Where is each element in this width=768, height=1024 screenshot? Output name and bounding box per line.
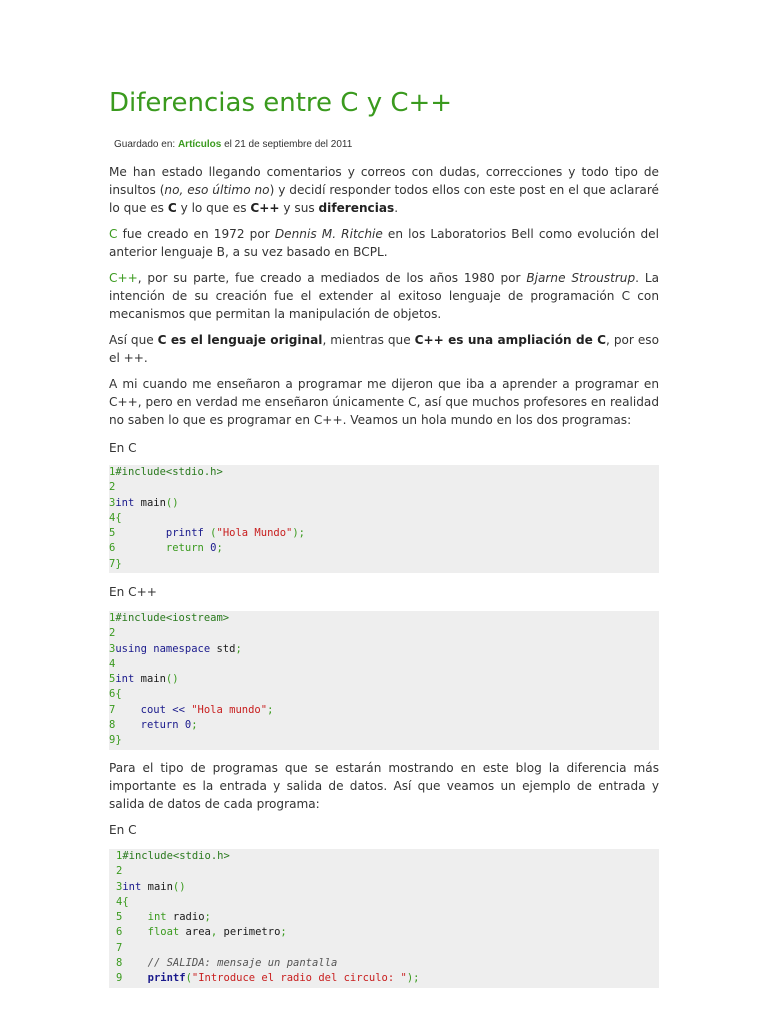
text: ) y decidí responder todos ellos con este post en el que aclararé lo que es bbox=[109, 183, 659, 215]
code-punct: ); bbox=[406, 972, 420, 985]
code-punct: { bbox=[115, 688, 122, 701]
code-identifier: cout bbox=[140, 703, 166, 716]
code-punct: ; bbox=[216, 542, 223, 555]
line-number: 2 bbox=[116, 865, 123, 878]
code-line bbox=[109, 480, 659, 495]
code-punct: { bbox=[122, 895, 129, 908]
code-punct: { bbox=[115, 511, 122, 524]
line-number: 6 bbox=[109, 688, 116, 701]
code-identifier: radio bbox=[166, 911, 205, 924]
code-keyword: int bbox=[122, 880, 142, 893]
code-punct: ; bbox=[267, 703, 274, 716]
code-block-c-io bbox=[109, 849, 659, 988]
code-line bbox=[109, 511, 659, 526]
post-meta bbox=[114, 139, 352, 150]
highlight-c: C bbox=[109, 227, 118, 241]
line-number: 7 bbox=[116, 941, 123, 954]
text-bold: C bbox=[167, 201, 177, 215]
code-keyword: return bbox=[165, 542, 204, 555]
line-number: 7 bbox=[109, 557, 116, 570]
paragraph-anecdote: A mi cuando me enseñaron a programar me dijeron que iba a aprender a programar en C++, pero en verdad me enseñaron únicamente C, así que muchos profesores en realidad no saben lo que es programar en C++. Veamos un hola mundo en los dos programas: bbox=[109, 377, 659, 427]
code-operator: << bbox=[165, 703, 192, 716]
paragraph-io: Para el tipo de programas que se estarán mostrando en este blog la diferencia más importante es la entrada y salida de datos. Así que veamos un ejemplo de entrada y salida de datos de cada programa: bbox=[109, 761, 659, 811]
author-name: Bjarne Stroustrup bbox=[526, 271, 636, 285]
line-number: 4 bbox=[116, 895, 123, 908]
code-line bbox=[109, 626, 659, 641]
code-identifier: main bbox=[134, 673, 166, 686]
line-number: 2 bbox=[109, 627, 116, 640]
code-identifier: main bbox=[134, 496, 166, 509]
line-number: 8 bbox=[116, 957, 123, 970]
highlight-cpp: C++ bbox=[109, 271, 138, 285]
line-number: 3 bbox=[116, 880, 123, 893]
text: . bbox=[394, 201, 399, 215]
text: y sus bbox=[279, 201, 319, 215]
text-bold: C es el lenguaje original bbox=[157, 333, 323, 347]
meta-date: el 21 de septiembre del 2011 bbox=[224, 139, 353, 150]
line-number: 7 bbox=[109, 703, 116, 716]
line-number: 4 bbox=[109, 657, 116, 670]
code-identifier: area bbox=[179, 926, 211, 939]
code-keyword: using bbox=[115, 642, 147, 655]
post-title: Diferencias entre C y C++ bbox=[109, 88, 453, 118]
paragraph-cpp-history bbox=[109, 269, 659, 323]
code-identifier: main bbox=[141, 880, 173, 893]
line-number: 4 bbox=[109, 511, 116, 524]
line-number: 1 bbox=[109, 612, 116, 624]
line-number: 3 bbox=[109, 642, 116, 655]
code-punct: () bbox=[165, 496, 179, 509]
line-number: 8 bbox=[109, 719, 116, 732]
code-punct: ; bbox=[235, 642, 242, 655]
code-line bbox=[109, 541, 659, 556]
text-emphasis: no, eso último no bbox=[164, 183, 270, 197]
code-punct: () bbox=[165, 673, 179, 686]
line-number: 9 bbox=[109, 734, 116, 747]
code-line bbox=[109, 672, 659, 687]
code-block-c-hello bbox=[109, 465, 659, 573]
text: Así que bbox=[109, 333, 158, 347]
code-punct: } bbox=[115, 557, 122, 570]
code-punct: ( bbox=[203, 527, 217, 540]
text: , mientras que bbox=[322, 333, 415, 347]
line-number: 2 bbox=[109, 481, 116, 494]
code-line bbox=[109, 642, 659, 657]
code-include: #include<stdio.h> bbox=[122, 850, 230, 862]
code-line bbox=[116, 971, 659, 986]
line-number: 3 bbox=[109, 496, 116, 509]
code-include: #include<stdio.h> bbox=[115, 466, 223, 478]
code-keyword: int bbox=[147, 911, 167, 924]
line-number: 5 bbox=[109, 673, 116, 686]
line-number: 1 bbox=[116, 850, 123, 862]
code-include: #include<iostream> bbox=[115, 612, 230, 624]
code-string: "Introduce el radio del circulo: " bbox=[191, 972, 407, 985]
text: Me han estado llegando comentarios y correos con dudas, correcciones y todo tipo de insultos ( bbox=[109, 165, 659, 197]
text: , por eso el ++. bbox=[109, 333, 659, 365]
code-function: printf bbox=[147, 972, 186, 985]
code-keyword: float bbox=[147, 926, 180, 939]
code-line bbox=[109, 557, 659, 572]
code-line bbox=[116, 864, 659, 879]
code-keyword: return bbox=[140, 719, 179, 732]
code-keyword: int bbox=[115, 673, 135, 686]
code-keyword: namespace bbox=[146, 642, 211, 655]
line-number: 6 bbox=[109, 542, 116, 555]
code-string: "Hola Mundo" bbox=[216, 527, 293, 540]
text: . La intención de su creación fue el extender al exitoso lenguaje de programación C con mecanismos que permitan la manipulación de objetos. bbox=[109, 271, 659, 321]
code-line bbox=[116, 925, 659, 940]
label-en-cpp: En C++ bbox=[109, 585, 157, 599]
paragraph-c-history bbox=[109, 225, 659, 261]
code-line bbox=[116, 849, 659, 864]
code-line bbox=[109, 496, 659, 511]
code-block-cpp-hello bbox=[109, 611, 659, 750]
text-bold: C++ bbox=[250, 201, 280, 215]
code-keyword: int bbox=[115, 496, 135, 509]
category-link[interactable]: Artículos bbox=[177, 139, 222, 150]
code-line bbox=[116, 941, 659, 956]
code-line bbox=[116, 910, 659, 925]
code-punct: ); bbox=[292, 527, 306, 540]
code-string: "Hola mundo" bbox=[191, 703, 268, 716]
code-line bbox=[109, 733, 659, 748]
meta-prefix: Guardado en: bbox=[114, 139, 176, 150]
text: y lo que es bbox=[176, 201, 251, 215]
label-en-c-2: En C bbox=[109, 823, 137, 837]
code-number: 0 bbox=[178, 719, 192, 732]
label-en-c: En C bbox=[109, 441, 137, 455]
code-line bbox=[109, 718, 659, 733]
text: fue creado en 1972 por bbox=[117, 227, 275, 241]
code-line bbox=[116, 895, 659, 910]
code-punct: ( bbox=[185, 972, 192, 985]
paragraph-summary bbox=[109, 331, 659, 367]
author-name: Dennis M. Ritchie bbox=[274, 227, 383, 241]
code-comment: // SALIDA: mensaje un pantalla bbox=[147, 957, 338, 970]
code-punct: } bbox=[115, 734, 122, 747]
code-line bbox=[109, 703, 659, 718]
code-line bbox=[109, 687, 659, 702]
code-line bbox=[109, 526, 659, 541]
code-identifier: perimetro bbox=[217, 926, 281, 939]
line-number: 1 bbox=[109, 466, 116, 478]
text-bold: diferencias bbox=[318, 201, 395, 215]
line-number: 5 bbox=[109, 527, 116, 540]
code-identifier: std bbox=[210, 642, 236, 655]
code-function: printf bbox=[165, 527, 204, 540]
code-punct: ; bbox=[204, 911, 211, 924]
text-bold: C++ es una ampliación de C bbox=[414, 333, 607, 347]
text: en los Laboratorios Bell como evolución del anterior lenguaje B, a su vez basado en BCPL. bbox=[109, 227, 659, 259]
code-punct: () bbox=[172, 880, 186, 893]
line-number: 9 bbox=[116, 972, 123, 985]
code-punct: , bbox=[210, 926, 218, 939]
paragraph-intro bbox=[109, 163, 659, 217]
code-line bbox=[109, 611, 659, 626]
code-punct: ; bbox=[280, 926, 287, 939]
code-line bbox=[116, 880, 659, 895]
code-line bbox=[109, 657, 659, 672]
code-number: 0 bbox=[203, 542, 217, 555]
line-number: 6 bbox=[116, 926, 123, 939]
code-line bbox=[116, 956, 659, 971]
line-number: 5 bbox=[116, 911, 123, 924]
text: , por su parte, fue creado a mediados de los años 1980 por bbox=[137, 271, 527, 285]
code-line bbox=[109, 465, 659, 480]
code-punct: ; bbox=[191, 719, 198, 732]
